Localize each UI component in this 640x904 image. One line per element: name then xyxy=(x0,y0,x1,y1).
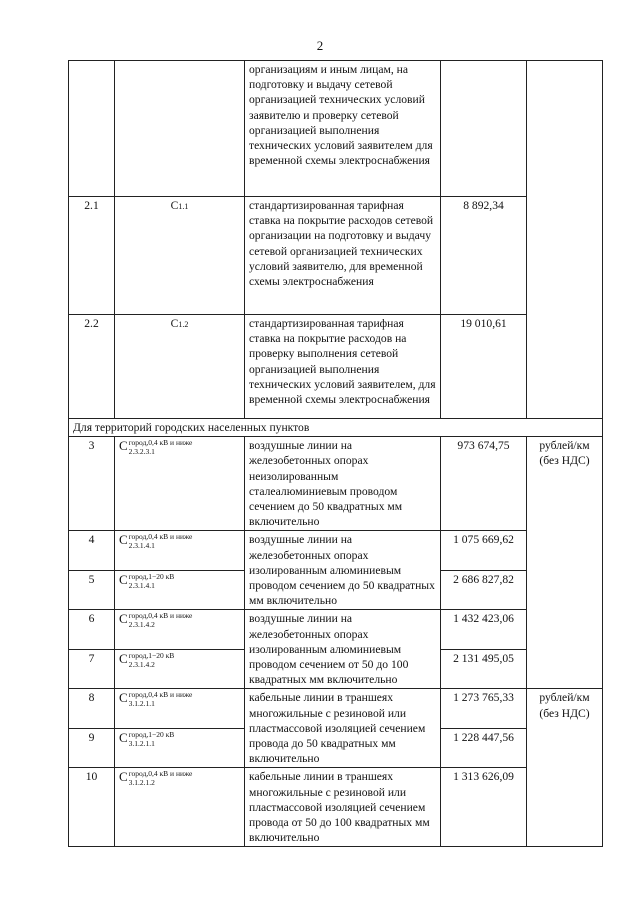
section-row xyxy=(69,419,603,437)
code-subscript: 3.1.2.1.1 xyxy=(128,738,155,748)
code-subscript: 2.3.2.3.1 xyxy=(128,447,155,457)
row-number-cell: 6 xyxy=(69,610,115,650)
description-cell: стандартизированная тарифная ставка на покрытие расходов сетевой организации на подготовку и выдачу сетевой организацией технических условий заявителю, для временной схемы электроснабжения xyxy=(245,197,441,315)
code-base: C xyxy=(119,690,128,706)
tariff-table xyxy=(68,60,603,847)
code-base: C xyxy=(119,611,128,627)
description-cell: кабельные линии в траншеях многожильные с резиновой или пластмассовой изоляцией сечением провода от 50 до 100 квадратных мм включительно xyxy=(245,768,441,847)
value-cell: 19 010,61 xyxy=(441,315,527,419)
code-base: C xyxy=(119,438,128,454)
row-number-cell: 8 xyxy=(69,689,115,729)
value-cell: 1 313 626,09 xyxy=(441,768,527,847)
row-number-cell: 3 xyxy=(69,437,115,531)
row-number-cell: 7 xyxy=(69,649,115,689)
code-cell xyxy=(115,768,245,847)
unit-cell xyxy=(527,61,603,419)
code-base: C xyxy=(119,650,128,666)
code-base: C xyxy=(119,769,128,785)
description-cell: стандартизированная тарифная ставка на покрытие расходов на проверку выполнения сетевой организацией выполнения технических условий заявителем, для временной схемы электроснабжения xyxy=(245,315,441,419)
description-cell: воздушные линии на железобетонных опорах изолированным алюминиевым проводом сечением от 50 до 100 квадратных мм включительно xyxy=(245,610,441,689)
row-number-cell: 2.1 xyxy=(69,197,115,315)
code-subscript: 2.3.1.4.1 xyxy=(128,541,155,551)
code-superscript: город,0,4 кВ и ниже xyxy=(128,532,193,542)
code-cell xyxy=(115,570,245,610)
code-superscript: город,1−20 кВ xyxy=(128,571,175,581)
value-cell: 2 131 495,05 xyxy=(441,649,527,689)
row-number-cell xyxy=(69,61,115,197)
code-superscript: город,0,4 кВ и ниже xyxy=(128,438,193,448)
code-cell xyxy=(115,437,245,531)
row-number-cell: 4 xyxy=(69,531,115,571)
value-cell: 1 228 447,56 xyxy=(441,728,527,768)
row-number-cell: 10 xyxy=(69,768,115,847)
table-row xyxy=(69,610,603,650)
description-cell: воздушные линии на железобетонных опорах неизолированным сталеалюминиевым проводом сечением до 50 квадратных мм включительно xyxy=(245,437,441,531)
code-cell xyxy=(115,197,245,315)
value-cell xyxy=(441,61,527,197)
code-superscript: город,0,4 кВ и ниже xyxy=(128,690,193,700)
code-cell xyxy=(115,61,245,197)
value-cell: 973 674,75 xyxy=(441,437,527,531)
value-cell: 8 892,34 xyxy=(441,197,527,315)
code-subscript: 1.2 xyxy=(178,320,189,329)
page-number: 2 xyxy=(316,38,324,53)
code-subscript: 2.3.1.4.1 xyxy=(128,580,155,590)
code-cell xyxy=(115,649,245,689)
table-row xyxy=(69,531,603,571)
code-superscript: город,0,4 кВ и ниже xyxy=(128,769,193,779)
code-cell xyxy=(115,315,245,419)
code-base: C xyxy=(170,199,179,212)
code-subscript: 2.3.1.4.2 xyxy=(128,659,155,669)
code-subscript: 1.1 xyxy=(178,202,189,211)
code-subscript: 3.1.2.1.2 xyxy=(128,778,155,788)
table-row xyxy=(69,315,603,419)
table-row xyxy=(69,61,603,197)
code-cell xyxy=(115,728,245,768)
section-title: Для территорий городских населенных пунктов xyxy=(69,419,603,437)
description-cell: кабельные линии в траншеях многожильные с резиновой или пластмассовой изоляцией сечением провода до 50 квадратных мм включительно xyxy=(245,689,441,768)
value-cell: 2 686 827,82 xyxy=(441,570,527,610)
row-number-cell: 9 xyxy=(69,728,115,768)
code-subscript: 2.3.1.4.2 xyxy=(128,620,155,630)
value-cell: 1 273 765,33 xyxy=(441,689,527,729)
table-row xyxy=(69,197,603,315)
description-cell: воздушные линии на железобетонных опорах изолированным алюминиевым проводом сечением до 50 квадратных мм включительно xyxy=(245,531,441,610)
row-number-cell: 2.2 xyxy=(69,315,115,419)
code-base: C xyxy=(119,571,128,587)
unit-cell: рублей/км (без НДС) xyxy=(527,437,603,689)
table-row xyxy=(69,437,603,531)
description-cell: организациям и иным лицам, на подготовку и выдачу сетевой организацией технических условий заявителю и проверку сетевой организацией выполнения технических условий заявителем для временной схемы электроснабжения xyxy=(245,61,441,197)
value-cell: 1 432 423,06 xyxy=(441,610,527,650)
row-number-cell: 5 xyxy=(69,570,115,610)
code-base: C xyxy=(119,532,128,548)
code-cell xyxy=(115,531,245,571)
table-row xyxy=(69,689,603,729)
table-row xyxy=(69,768,603,847)
value-cell: 1 075 669,62 xyxy=(441,531,527,571)
code-cell xyxy=(115,689,245,729)
code-superscript: город,1−20 кВ xyxy=(128,650,175,660)
code-base: C xyxy=(170,317,179,330)
code-cell xyxy=(115,610,245,650)
unit-cell: рублей/км (без НДС) xyxy=(527,689,603,847)
code-superscript: город,1−20 кВ xyxy=(128,729,175,739)
code-superscript: город,0,4 кВ и ниже xyxy=(128,611,193,621)
code-base: C xyxy=(119,729,128,745)
code-subscript: 3.1.2.1.1 xyxy=(128,699,155,709)
